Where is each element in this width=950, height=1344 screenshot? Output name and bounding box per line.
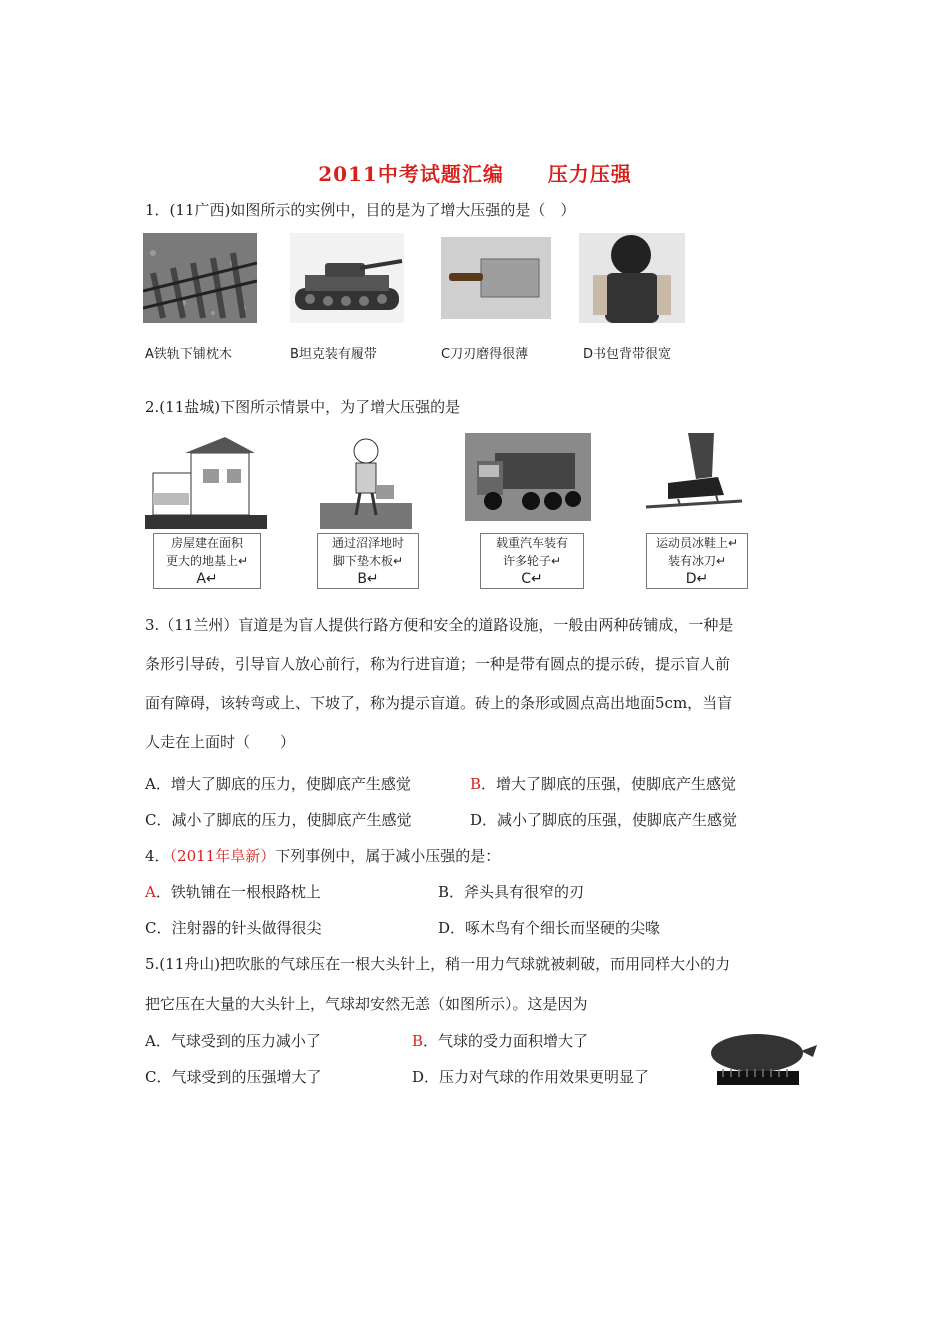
q4-option-a-text: ．铁轨铺在一根根路枕上	[155, 883, 321, 901]
q1-caption-d: D书包背带很宽	[583, 347, 672, 362]
q3-line-4: 人走在上面时（ ）	[145, 733, 296, 751]
q4-source: （2011年阜新）	[169, 847, 276, 865]
q2-option-c	[480, 533, 584, 589]
q5-option-b-letter: B	[412, 1032, 424, 1050]
q5-line-2: 把它压在大量的大头针上，气球却安然无恙（如图所示）。这是因为	[145, 995, 588, 1013]
backpack-image	[579, 233, 685, 323]
q4-option-a-letter: A	[145, 883, 156, 901]
q2-option-d-line2: 装有冰刀↵	[667, 554, 727, 568]
q4-stem-text: 下列事例中，属于减小压强的是：	[275, 847, 501, 865]
title-part-1: 2011中考试题汇编	[318, 162, 504, 186]
q2-option-a	[153, 533, 261, 589]
q1-caption-a: A铁轨下铺枕木	[145, 347, 232, 362]
q3-option-b	[470, 774, 736, 794]
q4-number: 4．	[145, 847, 170, 865]
railway-track-image	[143, 233, 257, 323]
house-image	[145, 433, 267, 529]
q4-option-c: C．注射器的针头做得很尖	[145, 919, 322, 937]
q2-option-d-line1: 运动员冰鞋上↵	[655, 536, 739, 550]
q3-option-a: A．增大了脚底的压力，使脚底产生感觉	[145, 775, 411, 793]
q4-option-a	[145, 882, 321, 902]
q2-option-c-label: C↵	[521, 571, 543, 587]
document-title	[0, 158, 950, 187]
q4-option-d: D．啄木鸟有个细长而坚硬的尖喙	[438, 919, 661, 937]
q5-option-d: D．压力对气球的作用效果更明显了	[412, 1068, 650, 1086]
q2-option-a-line2: 更大的地基上↵	[165, 554, 249, 568]
q4-stem	[145, 846, 500, 866]
q5-option-b	[412, 1031, 588, 1051]
q3-line-1: 3.（11兰州）盲道是为盲人提供行路方便和安全的道路设施，一般由两种砖铺成，一种是	[145, 616, 734, 634]
q2-option-b-line2: 脚下垫木板↵	[332, 554, 404, 568]
q1-caption-b: B坦克装有履带	[290, 347, 377, 362]
q4-option-b: B．斧头具有很窄的刃	[438, 883, 585, 901]
tank-image	[290, 233, 404, 323]
truck-image	[465, 433, 591, 521]
q3-line-3: 面有障碍，该转弯或上、下坡了，称为提示盲道。砖上的条形或圆点高出地面5cm，当盲	[145, 694, 733, 712]
q2-option-c-line1: 载重汽车装有	[495, 536, 568, 550]
q1-stem: 1．(11广西)如图所示的实例中，目的是为了增大压强的是（ ）	[145, 201, 576, 219]
q3-option-b-letter: B	[470, 775, 482, 793]
q5-option-b-text: ．气球的受力面积增大了	[423, 1032, 589, 1050]
q5-option-a: A．气球受到的压力减小了	[145, 1032, 321, 1050]
q2-option-c-line2: 许多轮子↵	[502, 554, 562, 568]
ice-skate-image	[638, 433, 750, 525]
girl-image	[320, 433, 412, 529]
title-part-2: 压力压强	[547, 162, 632, 186]
q2-option-b	[317, 533, 419, 589]
q2-stem: 2.(11盐城)下图所示情景中，为了增大压强的是	[145, 398, 461, 416]
q1-caption-c: C刀刃磨得很薄	[441, 347, 529, 362]
q3-line-2: 条形引导砖，引导盲人放心前行，称为行进盲道；一种是带有圆点的提示砖，提示盲人前	[145, 655, 731, 673]
q2-option-a-line1: 房屋建在面积	[170, 536, 243, 550]
q2-option-b-label: B↵	[357, 571, 379, 587]
q3-option-b-text: ．增大了脚底的压强，使脚底产生感觉	[481, 775, 737, 793]
balloon-on-pins-image	[705, 1033, 823, 1087]
q2-option-a-label: A↵	[196, 571, 218, 587]
q2-option-d	[646, 533, 748, 589]
q5-option-c: C．气球受到的压强增大了	[145, 1068, 322, 1086]
cleaver-knife-image	[441, 237, 551, 319]
q2-option-b-line1: 通过沼泽地时	[331, 536, 404, 550]
q2-option-d-label: D↵	[685, 571, 709, 587]
q5-line-1: 5.(11舟山)把吹胀的气球压在一根大头针上，稍一用力气球就被刺破，而用同样大小的力	[145, 955, 731, 973]
q3-option-d: D．减小了脚底的压强，使脚底产生感觉	[470, 811, 738, 829]
q3-option-c: C．减小了脚底的压力，使脚底产生感觉	[145, 811, 412, 829]
